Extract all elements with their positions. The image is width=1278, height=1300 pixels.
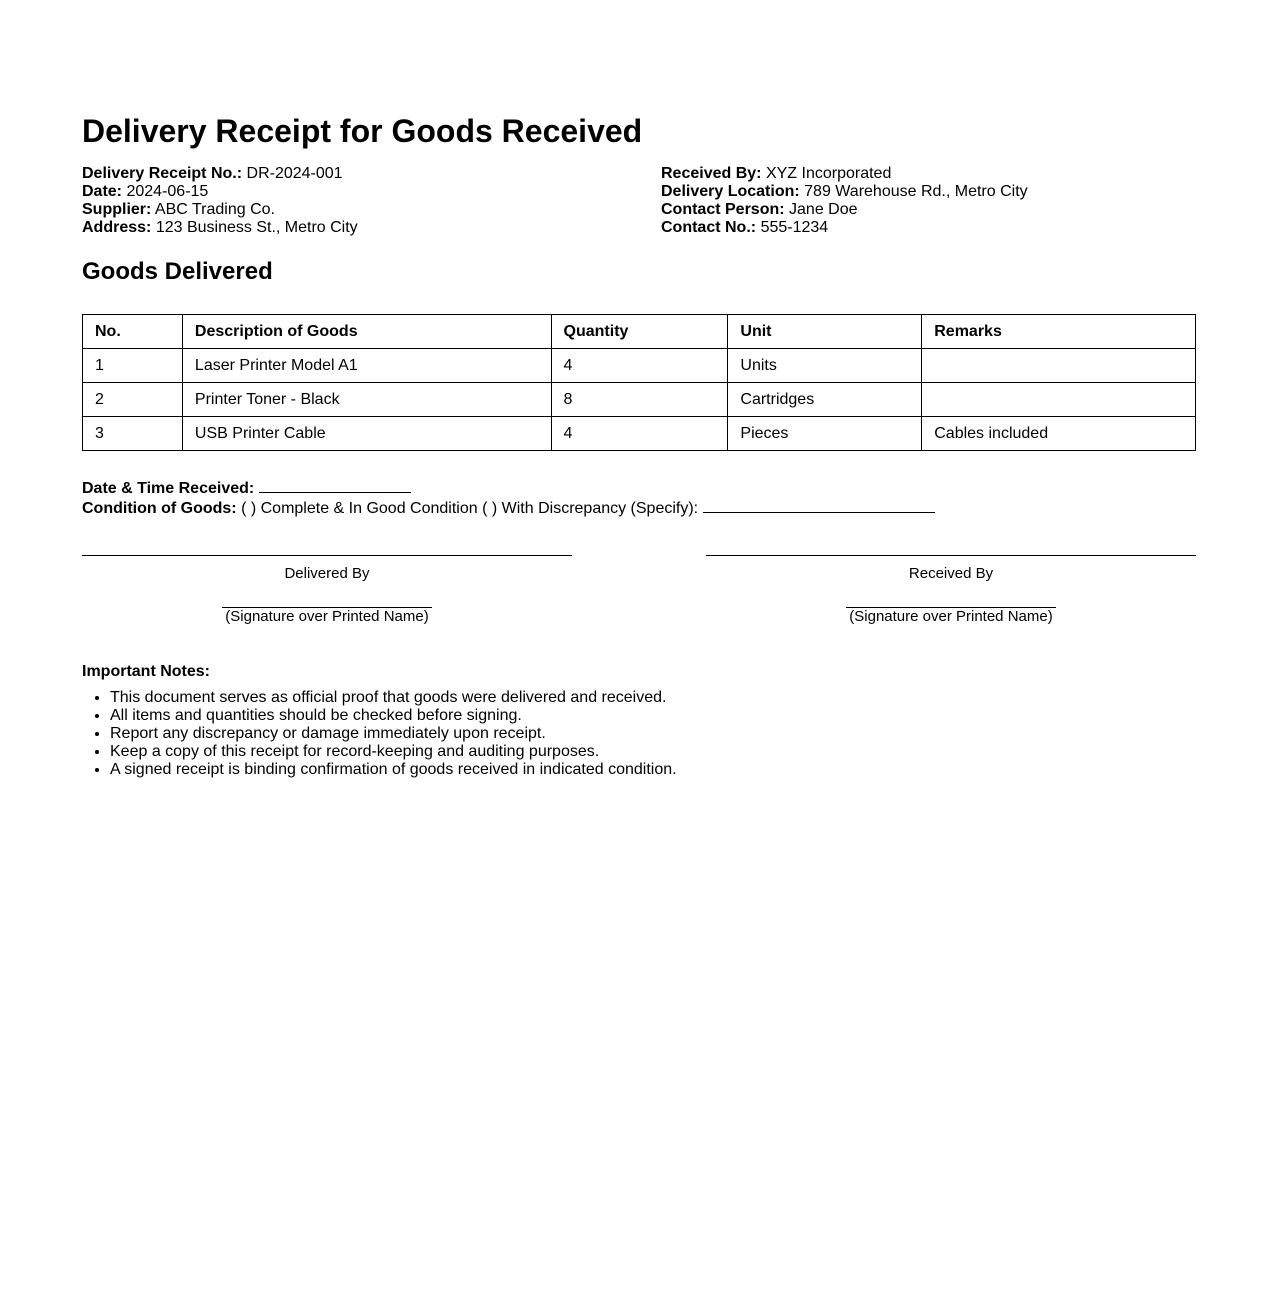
cell-description: Printer Toner - Black [182,383,551,417]
received-by-signature-caption: (Signature over Printed Name) [849,608,1053,625]
delivered-by-signature [82,555,572,626]
supplier-label: Supplier: [82,201,152,218]
header-no: No. [83,315,183,349]
cell-quantity: 8 [551,383,728,417]
delivered-by-line [82,555,572,556]
header-quantity: Quantity [551,315,728,349]
table-row [83,383,1196,417]
datetime-received-row [82,478,935,498]
goods-table [82,314,1196,451]
delivery-location-value: 789 Warehouse Rd., Metro City [804,183,1028,200]
received-by-value: XYZ Incorporated [765,165,892,182]
list-item: • All items and quantities should be checked before signing. [110,707,677,725]
contact-person-value: Jane Doe [789,201,858,218]
contact-number-value: 555-1234 [760,219,829,236]
table-header-row [83,315,1196,349]
header-description: Description of Goods [182,315,551,349]
date-label: Date: [82,183,123,200]
date-value: 2024-06-15 [126,183,209,200]
cell-unit: Units [728,349,922,383]
received-by-row [661,165,1028,183]
list-item: • This document serves as official proof that goods were delivered and received. [110,689,677,707]
header-remarks: Remarks [922,315,1196,349]
cell-remarks [922,383,1196,417]
recipient-info-block [661,165,1028,237]
table-row [83,417,1196,451]
cell-no: 2 [83,383,183,417]
condition-label: Condition of Goods: [82,500,237,517]
supplier-row [82,201,358,219]
datetime-received-blank [259,478,411,493]
received-by-line [706,555,1196,556]
cell-remarks: Cables included [922,417,1196,451]
supplier-info-block [82,165,358,237]
document-title: Delivery Receipt for Goods Received [82,113,643,149]
list-item: • Report any discrepancy or damage immediately upon receipt. [110,725,677,743]
header-unit: Unit [728,315,922,349]
cell-quantity: 4 [551,417,728,451]
contact-person-label: Contact Person: [661,201,785,218]
list-item: • A signed receipt is binding confirmation of goods received in indicated condition. [110,761,677,779]
receipt-number-row [82,165,358,183]
cell-unit: Pieces [728,417,922,451]
condition-row [82,498,935,518]
cell-description: Laser Printer Model A1 [182,349,551,383]
important-notes-heading: Important Notes: [82,663,210,680]
receipt-condition-block [82,478,935,518]
discrepancy-blank [703,498,935,513]
cell-quantity: 4 [551,349,728,383]
contact-number-row [661,219,1028,237]
address-label: Address: [82,219,152,236]
supplier-value: ABC Trading Co. [154,201,275,218]
address-value: 123 Business St., Metro City [155,219,358,236]
received-by-signature [706,555,1196,626]
delivery-location-row [661,183,1028,201]
condition-options: ( ) Complete & In Good Condition ( ) With Discrepancy (Specify): [241,500,699,517]
cell-unit: Cartridges [728,383,922,417]
goods-delivered-heading: Goods Delivered [82,258,273,285]
received-by-label: Received By: [661,165,762,182]
datetime-received-label: Date & Time Received: [82,480,255,497]
address-row [82,219,358,237]
contact-number-label: Contact No.: [661,219,757,236]
cell-description: USB Printer Cable [182,417,551,451]
delivered-by-signature-caption: (Signature over Printed Name) [225,608,429,625]
cell-no: 1 [83,349,183,383]
list-item: • Keep a copy of this receipt for record-keeping and auditing purposes. [110,743,677,761]
table-row [83,349,1196,383]
contact-person-row [661,201,1028,219]
delivered-by-label: Delivered By [284,565,370,582]
receipt-number-label: Delivery Receipt No.: [82,165,243,182]
received-by-label: Received By [908,565,994,582]
cell-remarks [922,349,1196,383]
important-notes-list [82,689,677,779]
receipt-number-value: DR-2024-001 [246,165,343,182]
cell-no: 3 [83,417,183,451]
date-row [82,183,358,201]
delivery-location-label: Delivery Location: [661,183,800,200]
